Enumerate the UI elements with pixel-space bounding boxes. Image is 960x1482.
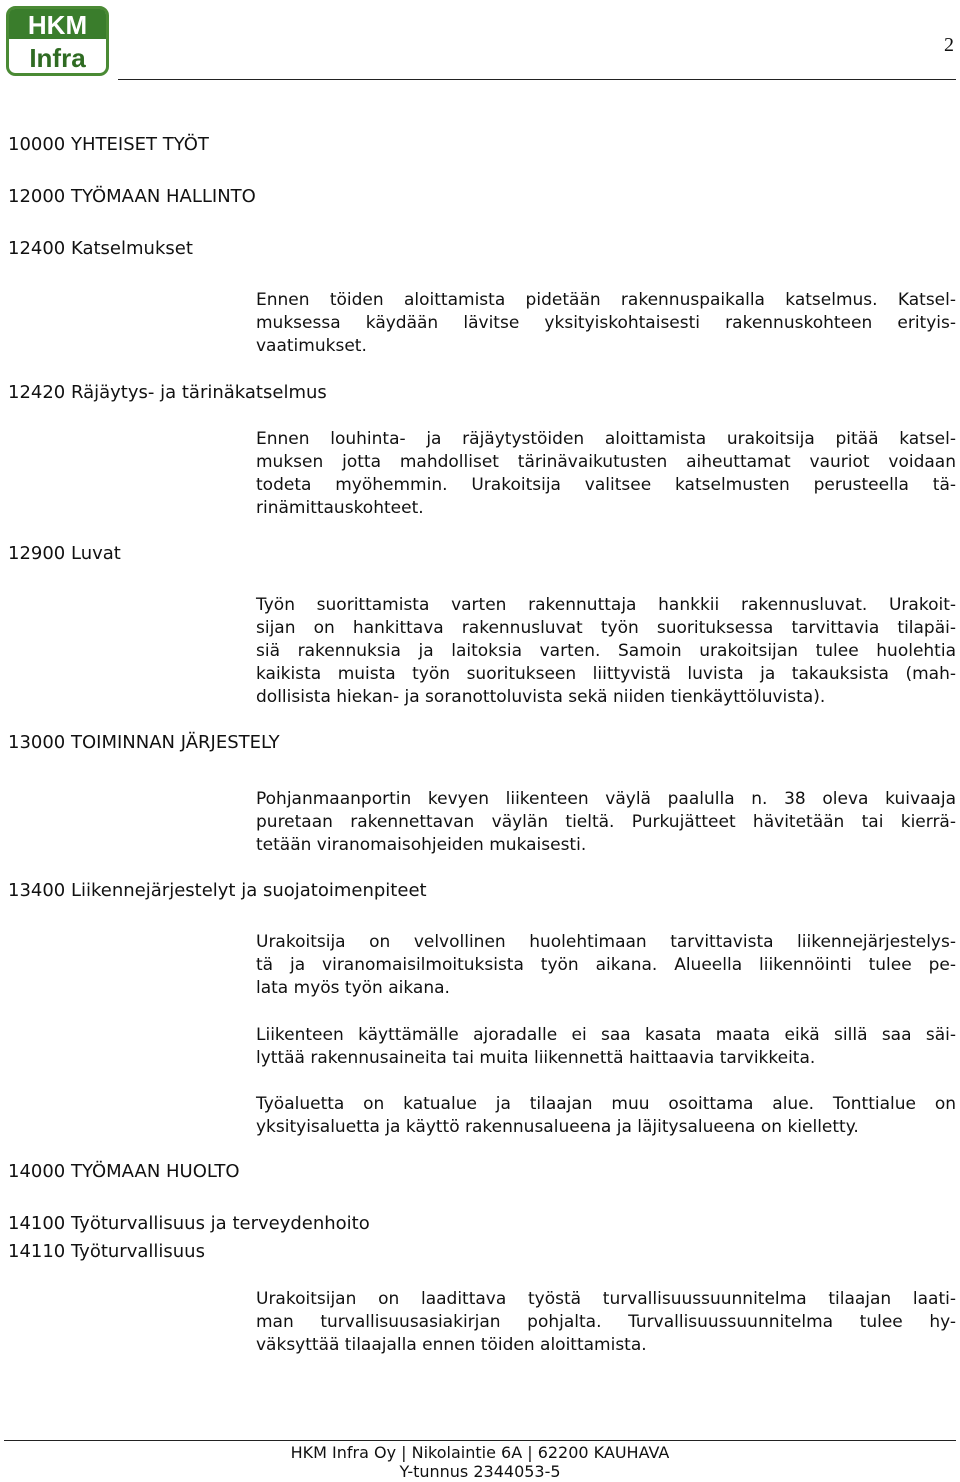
heading-12000: 12000 TYÖMAAN HALLINTO xyxy=(8,186,256,207)
text-line: muksen jotta mahdolliset tärinävaikutusten aiheuttamat vauriot voidaan xyxy=(256,452,956,472)
header-rule xyxy=(118,79,956,80)
heading-10000: 10000 YHTEISET TYÖT xyxy=(8,134,209,155)
text-line: Liikenteen käyttämälle ajoradalle ei saa kasata maata eikä sillä saa säi- xyxy=(256,1025,956,1045)
text-line: lyttää rakennusaineita tai muita liikennettä haittaavia tarvikkeita. xyxy=(256,1048,816,1068)
paragraph-ajorata xyxy=(256,1024,956,1070)
heading-14110: 14110 Työturvallisuus xyxy=(8,1241,205,1262)
text-line: Pohjanmaanportin kevyen liikenteen väylä paalulla n. 38 oleva kuivaaja xyxy=(256,789,956,809)
footer-rule xyxy=(4,1440,956,1441)
text-line: tä ja viranomaisilmoituksista työn aikana. Alueella liikennöinti tulee pe- xyxy=(256,955,956,975)
text-line: rinämittauskohteet. xyxy=(256,498,424,518)
heading-12420: 12420 Räjäytys- ja tärinäkatselmus xyxy=(8,382,327,403)
text-line: Työn suorittamista varten rakennuttaja hankkii rakennusluvat. Urakoit- xyxy=(256,595,956,615)
company-logo xyxy=(6,6,109,76)
footer-business-id: Y-tunnus 2344053-5 xyxy=(399,1462,561,1481)
text-line: vaatimukset. xyxy=(256,336,367,356)
text-line: muksessa käydään lävitse yksityiskohtaisesti rakennuskohteen erityis- xyxy=(256,313,956,333)
paragraph-tyoalue xyxy=(256,1093,956,1139)
heading-12400: 12400 Katselmukset xyxy=(8,238,193,259)
paragraph-luvat xyxy=(256,594,956,709)
text-line: man turvallisuusasiakirjan pohjalta. Turvallisuussuunnitelma tulee hy- xyxy=(256,1312,956,1332)
text-line: todeta myöhemmin. Urakoitsija valitsee katselmusten perusteella tä- xyxy=(256,475,956,495)
text-line: yksityisaluetta ja käyttö rakennusalueena ja läjitysalueena on kielletty. xyxy=(256,1117,859,1137)
text-line: Urakoitsijan on laadittava työstä turvallisuussuunnitelma tilaajan laati- xyxy=(256,1289,956,1309)
paragraph-toiminnan-jarjestely xyxy=(256,788,956,857)
text-line: Ennen töiden aloittamista pidetään rakennuspaikalla katselmus. Katsel- xyxy=(256,290,956,310)
text-line: puretaan rakennettavan väylän tieltä. Purkujätteet hävitetään tai kierrä- xyxy=(256,812,956,832)
text-line: dollisista hiekan- ja soranottoluvista sekä niiden tienkäyttöluvista). xyxy=(256,687,826,707)
text-line: väksyttää tilaajalla ennen töiden aloittamista. xyxy=(256,1335,647,1355)
heading-13400: 13400 Liikennejärjestelyt ja suojatoimenpiteet xyxy=(8,880,427,901)
text-line: siä rakennuksia ja laitoksia varten. Samoin urakoitsijan tulee huolehtia xyxy=(256,641,956,661)
text-line: lata myös työn aikana. xyxy=(256,978,450,998)
paragraph-tyoturvallisuus xyxy=(256,1288,956,1357)
heading-14000: 14000 TYÖMAAN HUOLTO xyxy=(8,1161,240,1182)
text-line: Ennen louhinta- ja räjäytystöiden aloittamista urakoitsija pitää katsel- xyxy=(256,429,956,449)
page-number: 2 xyxy=(944,34,954,56)
heading-12900: 12900 Luvat xyxy=(8,543,121,564)
logo-text-bottom: Infra xyxy=(29,43,86,73)
heading-14100: 14100 Työturvallisuus ja terveydenhoito xyxy=(8,1213,370,1234)
paragraph-katselmus xyxy=(256,289,956,358)
footer-company-address: HKM Infra Oy | Nikolaintie 6A | 62200 KAUHAVA xyxy=(290,1443,670,1462)
text-line: kaikista muista työn suoritukseen liittyvistä luvista ja takauksista (mah- xyxy=(256,664,956,684)
text-line: Urakoitsija on velvollinen huolehtimaan tarvittavista liikennejärjestelys- xyxy=(256,932,956,952)
logo-text-top: HKM xyxy=(27,10,88,40)
text-line: sijan on hankittava rakennusluvat työn suorituksessa tarvittavia tilapäi- xyxy=(256,618,956,638)
heading-13000: 13000 TOIMINNAN JÄRJESTELY xyxy=(8,732,280,753)
paragraph-liikennejarjestelyt xyxy=(256,931,956,1000)
paragraph-tarinakatselmus xyxy=(256,428,956,520)
text-line: Työaluetta on katualue ja tilaajan muu osoittama alue. Tonttialue on xyxy=(256,1094,956,1114)
text-line: tetään viranomaisohjeiden mukaisesti. xyxy=(256,835,587,855)
